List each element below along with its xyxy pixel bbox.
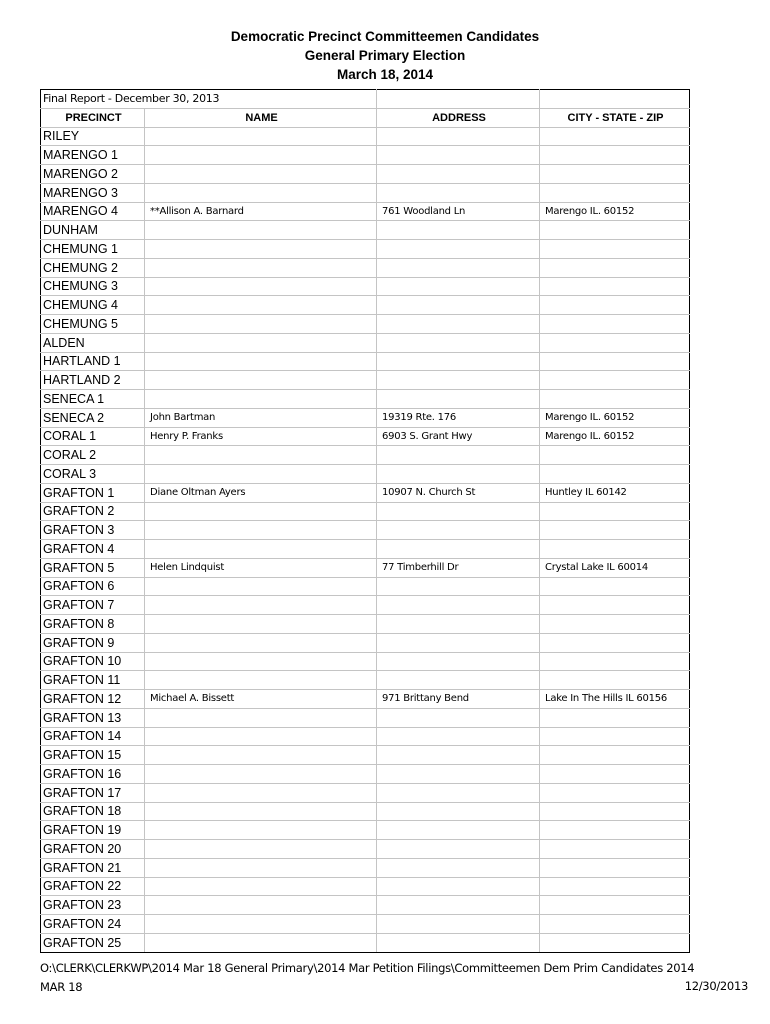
table-row bbox=[41, 933, 690, 952]
city-state-zip-cell bbox=[540, 390, 690, 409]
column-header-city-state-zip: CITY - STATE - ZIP bbox=[540, 108, 690, 127]
table-row bbox=[41, 146, 690, 165]
address-cell bbox=[377, 877, 540, 896]
city-state-zip-cell: Huntley IL 60142 bbox=[540, 483, 690, 502]
table-row bbox=[41, 690, 690, 709]
city-state-zip-cell bbox=[540, 240, 690, 259]
table-row bbox=[41, 483, 690, 502]
table-row bbox=[41, 633, 690, 652]
precinct-cell: CORAL 1 bbox=[41, 427, 145, 446]
report-note-row bbox=[41, 90, 690, 109]
precinct-cell: GRAFTON 8 bbox=[41, 615, 145, 634]
city-state-zip-cell bbox=[540, 746, 690, 765]
address-cell bbox=[377, 933, 540, 952]
address-cell bbox=[377, 446, 540, 465]
city-state-zip-cell bbox=[540, 896, 690, 915]
precinct-cell: GRAFTON 14 bbox=[41, 727, 145, 746]
address-cell bbox=[377, 633, 540, 652]
city-state-zip-cell bbox=[540, 783, 690, 802]
candidate-name-cell bbox=[145, 240, 377, 259]
table-row bbox=[41, 858, 690, 877]
city-state-zip-cell bbox=[540, 708, 690, 727]
city-state-zip-cell: Marengo IL. 60152 bbox=[540, 408, 690, 427]
precinct-cell: GRAFTON 21 bbox=[41, 858, 145, 877]
table-row bbox=[41, 596, 690, 615]
precinct-cell: GRAFTON 6 bbox=[41, 577, 145, 596]
candidate-name-cell bbox=[145, 933, 377, 952]
candidate-name-cell bbox=[145, 896, 377, 915]
city-state-zip-cell: Marengo IL. 60152 bbox=[540, 202, 690, 221]
address-cell bbox=[377, 840, 540, 859]
table-row bbox=[41, 502, 690, 521]
precinct-cell: GRAFTON 15 bbox=[41, 746, 145, 765]
address-cell bbox=[377, 821, 540, 840]
candidate-name-cell bbox=[145, 783, 377, 802]
candidate-name-cell bbox=[145, 577, 377, 596]
table-row bbox=[41, 446, 690, 465]
precinct-cell: GRAFTON 4 bbox=[41, 540, 145, 559]
candidates-table bbox=[40, 89, 690, 953]
table-row bbox=[41, 765, 690, 784]
address-cell bbox=[377, 315, 540, 334]
candidate-name-cell bbox=[145, 502, 377, 521]
candidate-name-cell bbox=[145, 727, 377, 746]
document-title: Democratic Precinct Committeemen Candidates bbox=[230, 29, 540, 44]
table-header-row bbox=[41, 108, 690, 127]
candidate-name-cell bbox=[145, 371, 377, 390]
election-date: March 18, 2014 bbox=[336, 67, 434, 82]
address-cell bbox=[377, 296, 540, 315]
city-state-zip-cell bbox=[540, 633, 690, 652]
precinct-cell: GRAFTON 3 bbox=[41, 521, 145, 540]
candidate-name-cell: Helen Lindquist bbox=[145, 558, 377, 577]
table-row bbox=[41, 783, 690, 802]
precinct-cell: SENECA 1 bbox=[41, 390, 145, 409]
candidate-name-cell bbox=[145, 615, 377, 634]
precinct-cell: SENECA 2 bbox=[41, 408, 145, 427]
candidate-name-cell bbox=[145, 258, 377, 277]
address-cell bbox=[377, 183, 540, 202]
city-state-zip-cell bbox=[540, 146, 690, 165]
table-row bbox=[41, 333, 690, 352]
table-row bbox=[41, 708, 690, 727]
address-cell bbox=[377, 502, 540, 521]
precinct-cell: GRAFTON 19 bbox=[41, 821, 145, 840]
empty-cell bbox=[540, 90, 690, 109]
candidate-name-cell: **Allison A. Barnard bbox=[145, 202, 377, 221]
document-subtitle: General Primary Election bbox=[304, 48, 466, 63]
address-cell bbox=[377, 915, 540, 934]
address-cell bbox=[377, 521, 540, 540]
precinct-cell: GRAFTON 18 bbox=[41, 802, 145, 821]
candidate-name-cell bbox=[145, 521, 377, 540]
column-header-precinct: PRECINCT bbox=[41, 108, 145, 127]
table-row bbox=[41, 615, 690, 634]
candidate-name-cell bbox=[145, 465, 377, 484]
address-cell bbox=[377, 783, 540, 802]
footer-date: 12/30/2013 bbox=[684, 979, 748, 993]
candidate-name-cell bbox=[145, 277, 377, 296]
address-cell bbox=[377, 333, 540, 352]
address-cell bbox=[377, 708, 540, 727]
city-state-zip-cell bbox=[540, 671, 690, 690]
city-state-zip-cell bbox=[540, 221, 690, 240]
address-cell bbox=[377, 577, 540, 596]
city-state-zip-cell bbox=[540, 277, 690, 296]
address-cell bbox=[377, 240, 540, 259]
city-state-zip-cell: Crystal Lake IL 60014 bbox=[540, 558, 690, 577]
address-cell bbox=[377, 746, 540, 765]
precinct-cell: GRAFTON 23 bbox=[41, 896, 145, 915]
candidate-name-cell bbox=[145, 352, 377, 371]
table-row bbox=[41, 221, 690, 240]
table-row bbox=[41, 352, 690, 371]
city-state-zip-cell bbox=[540, 352, 690, 371]
address-cell: 971 Brittany Bend bbox=[377, 690, 540, 709]
table-row bbox=[41, 202, 690, 221]
candidate-name-cell: Diane Oltman Ayers bbox=[145, 483, 377, 502]
candidate-name-cell bbox=[145, 446, 377, 465]
table-row bbox=[41, 840, 690, 859]
candidate-name-cell bbox=[145, 183, 377, 202]
candidate-name-cell bbox=[145, 802, 377, 821]
report-note: Final Report - December 30, 2013 bbox=[41, 90, 377, 109]
city-state-zip-cell bbox=[540, 371, 690, 390]
city-state-zip-cell bbox=[540, 596, 690, 615]
precinct-cell: GRAFTON 22 bbox=[41, 877, 145, 896]
candidate-name-cell: Henry P. Franks bbox=[145, 427, 377, 446]
table-row bbox=[41, 258, 690, 277]
city-state-zip-cell bbox=[540, 802, 690, 821]
address-cell bbox=[377, 858, 540, 877]
candidate-name-cell: Michael A. Bissett bbox=[145, 690, 377, 709]
candidate-name-cell bbox=[145, 877, 377, 896]
candidate-name-cell bbox=[145, 915, 377, 934]
candidate-name-cell bbox=[145, 652, 377, 671]
address-cell bbox=[377, 390, 540, 409]
city-state-zip-cell bbox=[540, 315, 690, 334]
precinct-cell: GRAFTON 2 bbox=[41, 502, 145, 521]
candidate-name-cell: John Bartman bbox=[145, 408, 377, 427]
precinct-cell: MARENGO 1 bbox=[41, 146, 145, 165]
table-row bbox=[41, 727, 690, 746]
precinct-cell: GRAFTON 25 bbox=[41, 933, 145, 952]
city-state-zip-cell bbox=[540, 183, 690, 202]
address-cell: 19319 Rte. 176 bbox=[377, 408, 540, 427]
city-state-zip-cell: Lake In The Hills IL 60156 bbox=[540, 690, 690, 709]
file-path-line-2: MAR 18 bbox=[40, 980, 83, 994]
address-cell bbox=[377, 165, 540, 184]
precinct-cell: CORAL 2 bbox=[41, 446, 145, 465]
address-cell bbox=[377, 277, 540, 296]
table-row bbox=[41, 671, 690, 690]
candidate-name-cell bbox=[145, 633, 377, 652]
address-cell bbox=[377, 146, 540, 165]
table-row bbox=[41, 896, 690, 915]
address-cell bbox=[377, 127, 540, 146]
table-row bbox=[41, 465, 690, 484]
precinct-cell: GRAFTON 12 bbox=[41, 690, 145, 709]
precinct-cell: GRAFTON 5 bbox=[41, 558, 145, 577]
address-cell bbox=[377, 371, 540, 390]
precinct-cell: MARENGO 3 bbox=[41, 183, 145, 202]
table-row bbox=[41, 127, 690, 146]
city-state-zip-cell bbox=[540, 877, 690, 896]
table-row bbox=[41, 802, 690, 821]
table-row bbox=[41, 821, 690, 840]
city-state-zip-cell bbox=[540, 465, 690, 484]
table-row bbox=[41, 183, 690, 202]
address-cell bbox=[377, 652, 540, 671]
precinct-cell: CHEMUNG 1 bbox=[41, 240, 145, 259]
city-state-zip-cell bbox=[540, 858, 690, 877]
candidate-name-cell bbox=[145, 221, 377, 240]
address-cell bbox=[377, 615, 540, 634]
table-row bbox=[41, 277, 690, 296]
city-state-zip-cell bbox=[540, 296, 690, 315]
candidate-name-cell bbox=[145, 146, 377, 165]
precinct-cell: HARTLAND 2 bbox=[41, 371, 145, 390]
candidate-name-cell bbox=[145, 296, 377, 315]
precinct-cell: DUNHAM bbox=[41, 221, 145, 240]
city-state-zip-cell bbox=[540, 165, 690, 184]
table-row bbox=[41, 577, 690, 596]
precinct-cell: HARTLAND 1 bbox=[41, 352, 145, 371]
table-row bbox=[41, 408, 690, 427]
precinct-cell: GRAFTON 17 bbox=[41, 783, 145, 802]
precinct-cell: GRAFTON 16 bbox=[41, 765, 145, 784]
city-state-zip-cell bbox=[540, 521, 690, 540]
column-header-name: NAME bbox=[145, 108, 377, 127]
city-state-zip-cell bbox=[540, 915, 690, 934]
candidate-name-cell bbox=[145, 315, 377, 334]
table-row bbox=[41, 390, 690, 409]
address-cell: 77 Timberhill Dr bbox=[377, 558, 540, 577]
city-state-zip-cell bbox=[540, 446, 690, 465]
empty-cell bbox=[377, 90, 540, 109]
precinct-cell: GRAFTON 10 bbox=[41, 652, 145, 671]
city-state-zip-cell bbox=[540, 577, 690, 596]
candidate-name-cell bbox=[145, 821, 377, 840]
city-state-zip-cell bbox=[540, 502, 690, 521]
precinct-cell: CHEMUNG 3 bbox=[41, 277, 145, 296]
address-cell bbox=[377, 727, 540, 746]
precinct-cell: CHEMUNG 5 bbox=[41, 315, 145, 334]
address-cell bbox=[377, 765, 540, 784]
address-cell bbox=[377, 802, 540, 821]
city-state-zip-cell: Marengo IL. 60152 bbox=[540, 427, 690, 446]
table-row bbox=[41, 371, 690, 390]
city-state-zip-cell bbox=[540, 540, 690, 559]
column-header-address: ADDRESS bbox=[377, 108, 540, 127]
precinct-cell: GRAFTON 7 bbox=[41, 596, 145, 615]
precinct-cell: CHEMUNG 2 bbox=[41, 258, 145, 277]
table-row bbox=[41, 746, 690, 765]
candidate-name-cell bbox=[145, 127, 377, 146]
city-state-zip-cell bbox=[540, 652, 690, 671]
candidate-name-cell bbox=[145, 840, 377, 859]
city-state-zip-cell bbox=[540, 333, 690, 352]
candidate-name-cell bbox=[145, 390, 377, 409]
table-row bbox=[41, 558, 690, 577]
precinct-cell: MARENGO 4 bbox=[41, 202, 145, 221]
city-state-zip-cell bbox=[540, 615, 690, 634]
address-cell bbox=[377, 540, 540, 559]
table-row bbox=[41, 427, 690, 446]
address-cell bbox=[377, 596, 540, 615]
file-path-line-1: O:\CLERK\CLERKWP\2014 Mar 18 General Primary\2014 Mar Petition Filings\Committeemen Dem Prim Candidates 2014 bbox=[40, 961, 695, 975]
precinct-cell: GRAFTON 1 bbox=[41, 483, 145, 502]
table-row bbox=[41, 240, 690, 259]
city-state-zip-cell bbox=[540, 727, 690, 746]
address-cell: 761 Woodland Ln bbox=[377, 202, 540, 221]
precinct-cell: GRAFTON 20 bbox=[41, 840, 145, 859]
precinct-cell: GRAFTON 11 bbox=[41, 671, 145, 690]
precinct-cell: CHEMUNG 4 bbox=[41, 296, 145, 315]
table-row bbox=[41, 652, 690, 671]
precinct-cell: GRAFTON 9 bbox=[41, 633, 145, 652]
table-row bbox=[41, 165, 690, 184]
table-row bbox=[41, 877, 690, 896]
table-row bbox=[41, 296, 690, 315]
city-state-zip-cell bbox=[540, 933, 690, 952]
candidate-name-cell bbox=[145, 333, 377, 352]
table-row bbox=[41, 315, 690, 334]
precinct-cell: GRAFTON 24 bbox=[41, 915, 145, 934]
city-state-zip-cell bbox=[540, 258, 690, 277]
precinct-cell: RILEY bbox=[41, 127, 145, 146]
candidate-name-cell bbox=[145, 165, 377, 184]
candidate-name-cell bbox=[145, 746, 377, 765]
candidate-name-cell bbox=[145, 708, 377, 727]
precinct-cell: MARENGO 2 bbox=[41, 165, 145, 184]
table-row bbox=[41, 915, 690, 934]
city-state-zip-cell bbox=[540, 765, 690, 784]
address-cell bbox=[377, 258, 540, 277]
candidate-name-cell bbox=[145, 596, 377, 615]
city-state-zip-cell bbox=[540, 840, 690, 859]
address-cell bbox=[377, 465, 540, 484]
address-cell bbox=[377, 352, 540, 371]
address-cell: 10907 N. Church St bbox=[377, 483, 540, 502]
table-row bbox=[41, 521, 690, 540]
candidate-name-cell bbox=[145, 671, 377, 690]
address-cell bbox=[377, 221, 540, 240]
precinct-cell: GRAFTON 13 bbox=[41, 708, 145, 727]
address-cell bbox=[377, 896, 540, 915]
precinct-cell: ALDEN bbox=[41, 333, 145, 352]
precinct-cell: CORAL 3 bbox=[41, 465, 145, 484]
city-state-zip-cell bbox=[540, 821, 690, 840]
address-cell: 6903 S. Grant Hwy bbox=[377, 427, 540, 446]
address-cell bbox=[377, 671, 540, 690]
candidate-name-cell bbox=[145, 540, 377, 559]
city-state-zip-cell bbox=[540, 127, 690, 146]
candidate-name-cell bbox=[145, 765, 377, 784]
table-row bbox=[41, 540, 690, 559]
candidate-name-cell bbox=[145, 858, 377, 877]
